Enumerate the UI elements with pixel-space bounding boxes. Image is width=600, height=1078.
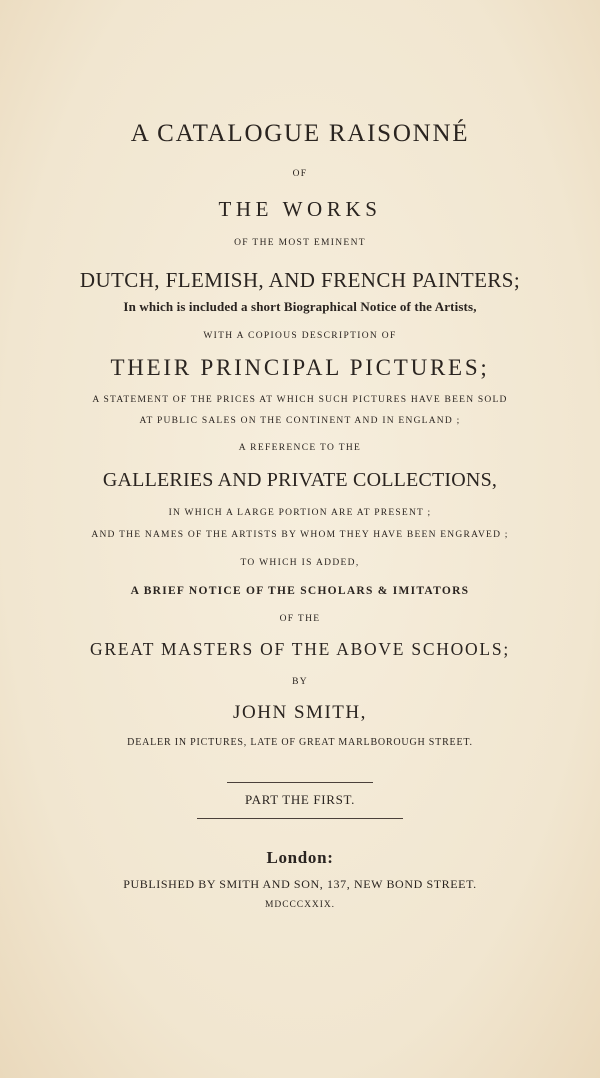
publisher-line: PUBLISHED BY SMITH AND SON, 137, NEW BOND STREET. xyxy=(123,877,477,891)
added-line: TO WHICH IS ADDED, xyxy=(240,558,360,568)
great-masters-heading: GREAT MASTERS OF THE ABOVE SCHOOLS; xyxy=(90,639,510,659)
author-description: DEALER IN PICTURES, LATE OF GREAT MARLBOROUGH STREET. xyxy=(127,737,473,748)
galleries-heading: GALLERIES AND PRIVATE COLLECTIONS, xyxy=(102,469,498,491)
brief-notice-line: A BRIEF NOTICE OF THE SCHOLARS & IMITATORS xyxy=(130,585,470,597)
works-heading: THE WORKS xyxy=(218,197,382,221)
by-line: BY xyxy=(292,677,308,687)
upper-divider xyxy=(227,782,373,783)
publication-date: MDCCCXXIX. xyxy=(265,900,335,910)
principal-pictures-heading: THEIR PRINCIPAL PICTURES; xyxy=(110,355,490,380)
blackletter-line: In which is included a short Biographical Notice of the Artists, xyxy=(123,299,477,314)
author-name: JOHN SMITH, xyxy=(233,702,367,723)
book-title: A CATALOGUE RAISONNÉ xyxy=(130,120,470,147)
of-line: OF xyxy=(292,169,308,179)
most-eminent-line: OF THE MOST EMINENT xyxy=(234,238,366,248)
statement-line-1: A STATEMENT OF THE PRICES AT WHICH SUCH PICTURES HAVE BEEN SOLD xyxy=(92,395,508,405)
large-portion-line: IN WHICH A LARGE PORTION ARE AT PRESENT ; xyxy=(168,508,432,518)
imprint-city: London: xyxy=(266,848,334,867)
lower-divider xyxy=(197,818,403,819)
of-the-line: OF THE xyxy=(279,614,321,624)
copious-line: WITH A COPIOUS DESCRIPTION OF xyxy=(203,331,397,341)
painters-heading: DUTCH, FLEMISH, AND FRENCH PAINTERS; xyxy=(79,268,521,292)
part-label: PART THE FIRST. xyxy=(245,792,355,807)
statement-line-2: AT PUBLIC SALES ON THE CONTINENT AND IN ENGLAND ; xyxy=(139,416,461,426)
reference-line: A REFERENCE TO THE xyxy=(238,443,362,453)
names-engraved-line: AND THE NAMES OF THE ARTISTS BY WHOM THEY HAVE BEEN ENGRAVED ; xyxy=(91,530,509,540)
